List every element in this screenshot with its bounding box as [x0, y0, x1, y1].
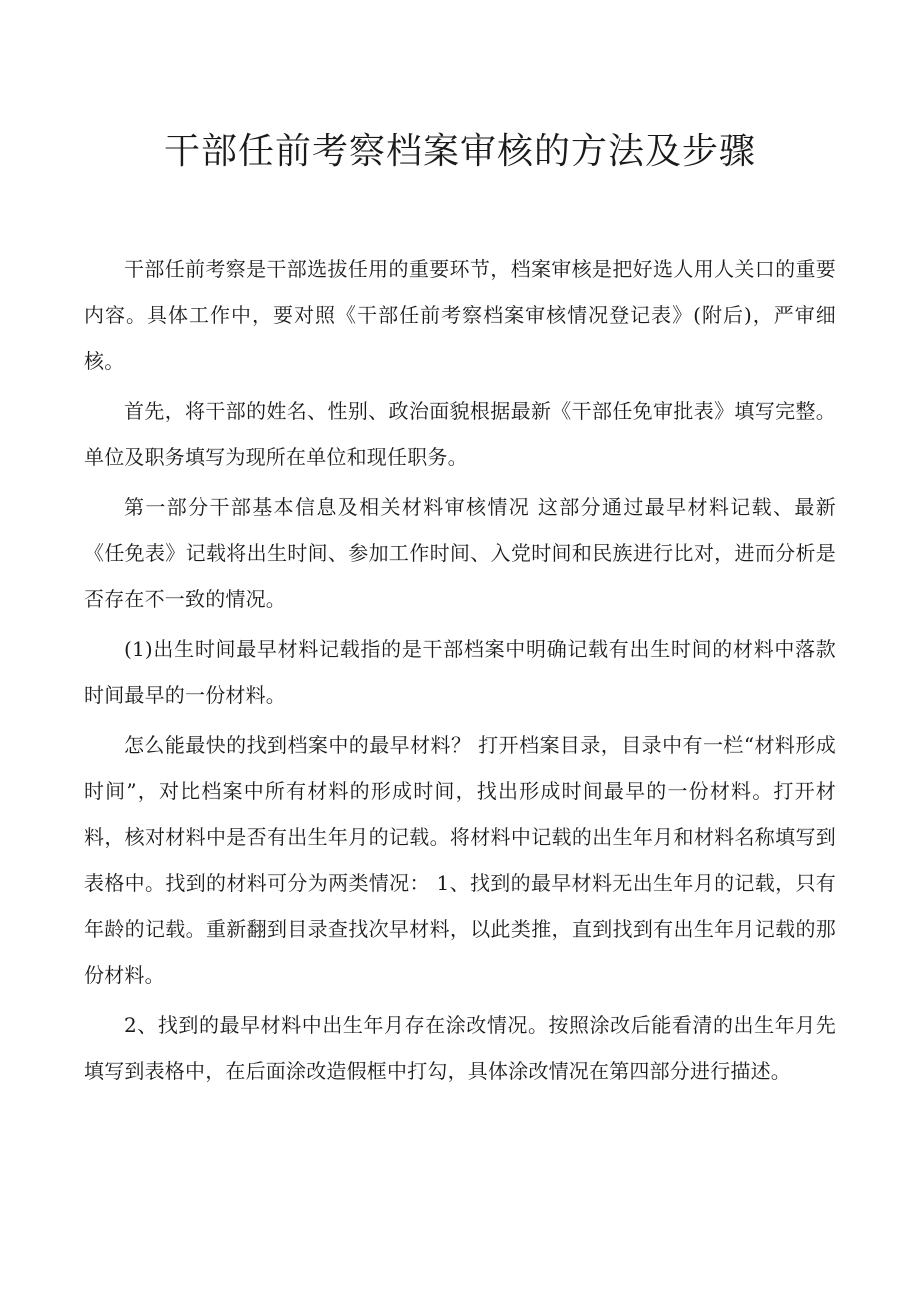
paragraph-altered-case: 2、找到的最早材料中出生年月存在涂改情况。按照涂改后能看清的出生年月先填写到表格中，在后面涂改造假框中打勾，具体涂改情况在第四部分进行描述。: [84, 1013, 836, 1083]
paragraph-birth-time: (1)出生时间最早材料记载指的是干部档案中明确记载有出生时间的材料中落款时间最早的一份材料。: [84, 637, 836, 707]
document-body: [84, 246, 836, 1094]
paragraph-find-earliest: 怎么能最快的找到档案中的最早材料？ 打开档案目录，目录中有一栏“材料形成时间”，对比档案中所有材料的形成时间，找出形成时间最早的一份材料。打开材料，核对材料中是否有出生年月的记载。将材料中记载的出生年月和材料名称填写到表格中。找到的材料可分为两类情况： 1、找到的最早材料无出生年月的记载，只有年龄的记载。重新翻到目录查找次早材料，以此类推，直到找到有出生年月记载的那份材料。: [84, 733, 836, 987]
paragraph-part-one: 第一部分干部基本信息及相关材料审核情况 这部分通过最早材料记载、最新《任免表》记载将出生时间、参加工作时间、入党时间和民族进行比对，进而分析是否存在不一致的情况。: [84, 495, 836, 611]
document-title: 干部任前考察档案审核的方法及步骤: [163, 131, 756, 172]
paragraph-intro: 干部任前考察是干部选拔任用的重要环节，档案审核是把好选人用人关口的重要内容。具体工作中，要对照《干部任前考察档案审核情况登记表》(附后)，严审细核。: [84, 257, 836, 373]
paragraph-first-step: 首先，将干部的姓名、性别、政治面貌根据最新《干部任免审批表》填写完整。单位及职务填写为现所在单位和现任职务。: [84, 399, 836, 469]
